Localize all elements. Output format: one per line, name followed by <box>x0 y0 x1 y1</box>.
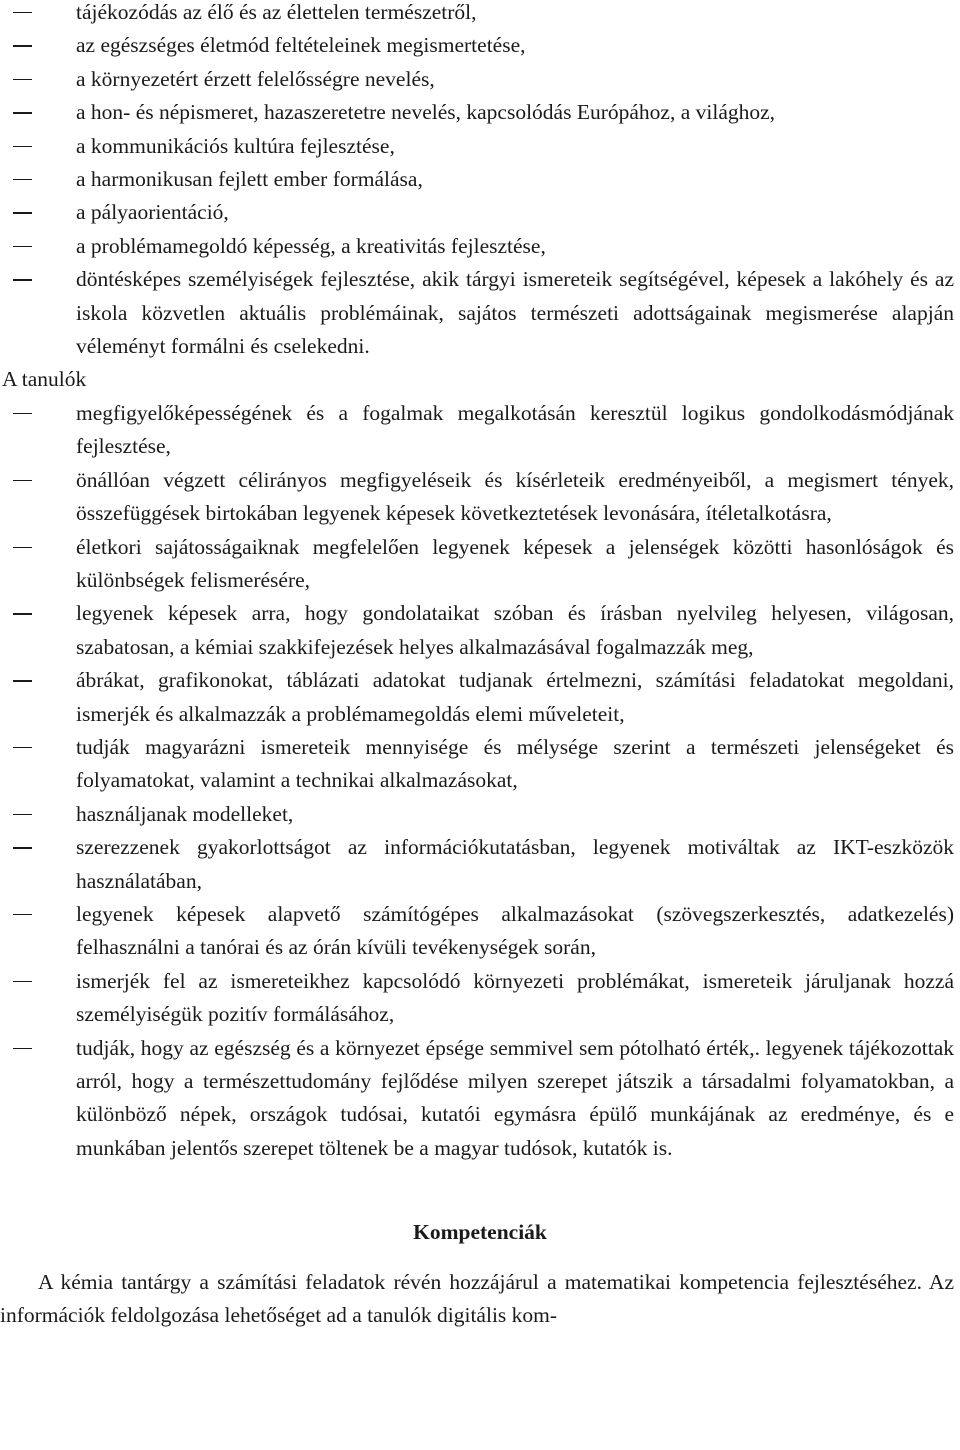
list-item-text: a környezetért érzett felelősségre nevelés, <box>76 66 435 91</box>
list-item-text: a pályaorientáció, <box>76 200 229 225</box>
list-item <box>0 798 960 831</box>
dash-bullet <box>13 146 32 147</box>
list-item <box>0 0 960 29</box>
dash-bullet <box>13 547 32 548</box>
list-item <box>0 597 960 664</box>
list-item <box>0 196 960 229</box>
list-item-text: a problémamegoldó képesség, a kreativitás fejlesztése, <box>76 233 546 258</box>
list-item <box>0 831 960 898</box>
dash-bullet <box>13 79 32 80</box>
list-item <box>0 263 960 363</box>
list-item-text: a kommunikációs kultúra fejlesztése, <box>76 133 395 158</box>
list-item <box>0 965 960 1032</box>
dash-bullet <box>13 1048 32 1049</box>
dash-bullet <box>13 613 32 614</box>
students-goals-list <box>0 397 960 1165</box>
list-item-text: az egészséges életmód feltételeinek megismertetése, <box>76 33 526 58</box>
dash-bullet <box>13 413 32 414</box>
dash-bullet <box>13 45 32 46</box>
list-item <box>0 664 960 731</box>
list-item-text: használjanak modelleket, <box>76 801 294 826</box>
list-item-text: tudják magyarázni ismereteik mennyisége és mélysége szerint a természeti jelenségeket és folyamatokat, valamint a technikai alkalmazásokat, <box>76 734 954 793</box>
list-item <box>0 731 960 798</box>
list-item-text: életkori sajátosságaiknak megfelelően legyenek képesek a jelenségek közötti hasonlóságok és különbségek felismerésére, <box>76 534 954 592</box>
list-item <box>0 63 960 96</box>
list-item-text: tájékozódás az élő és az élettelen természetről, <box>76 0 477 24</box>
dash-bullet <box>13 680 32 681</box>
section-heading: Kompetenciák <box>413 1220 547 1245</box>
dash-bullet <box>13 246 32 247</box>
list-item <box>0 163 960 196</box>
list-item <box>0 230 960 263</box>
list-item <box>0 464 960 531</box>
list-item-text: a harmonikusan fejlett ember formálása, <box>76 167 423 192</box>
list-item-text: ismerjék fel az ismereteikhez kapcsolódó környezeti problémákat, ismereteik járuljanak hozzá személyiségük pozitív formálásához, <box>76 968 954 1027</box>
dash-bullet <box>13 847 32 848</box>
list-item <box>0 531 960 598</box>
dash-bullet <box>13 279 32 280</box>
dash-bullet <box>13 981 32 982</box>
dash-bullet <box>13 914 32 915</box>
list-item-text: szerezzenek gyakorlottságot az információkutatásban, legyenek motiváltak az IKT-eszközök használatában, <box>76 835 954 893</box>
body-paragraph: A kémia tantárgy a számítási feladatok révén hozzájárul a matematikai kompetencia fejlesztéséhez. Az információk feldolgozása lehetőséget ad a tanulók digitális kom- <box>0 1269 954 1328</box>
list-item <box>0 29 960 62</box>
students-label: A tanulók <box>2 367 87 392</box>
list-item-text: legyenek képesek alapvető számítógépes alkalmazásokat (szövegszerkesztés, adatkezelés) felhasználni a tanórai és az órán kívüli tevékenységek során, <box>76 901 954 960</box>
dash-bullet <box>13 747 32 748</box>
goals-list <box>0 0 960 363</box>
section-gap <box>0 1165 960 1216</box>
dash-bullet <box>13 12 32 13</box>
list-item <box>0 397 960 464</box>
list-item <box>0 96 960 129</box>
list-item-text: megfigyelőképességének és a fogalmak megalkotásán keresztül logikus gondolkodásmódjának fejlesztése, <box>76 400 954 459</box>
dash-bullet <box>13 112 32 113</box>
list-item-text: tudják, hogy az egészség és a környezet épsége semmivel sem pótolható érték,. legyenek tájékozottak arról, hogy a természettudomány fejlődése milyen szerepet játszik a társadalmi folyamatokban, a különböző népek, országok tudósai, kutatói egymásra épülő munkájának az eredménye, és e munkában jelentős szerepet töltenek be a magyar tudósok, kutatók is. <box>76 1035 954 1160</box>
list-item <box>0 1032 960 1166</box>
list-item <box>0 898 960 965</box>
list-item-text: döntésképes személyiségek fejlesztése, akik tárgyi ismereteik segítségével, képesek a lakóhely és az iskola közvetlen aktuális problémáinak, sajátos természeti adottságainak megismerése alapján véleményt formálni és cselekedni. <box>76 267 954 359</box>
dash-bullet <box>13 814 32 815</box>
list-item-text: a hon- és népismeret, hazaszeretetre nevelés, kapcsolódás Európához, a világhoz, <box>76 100 776 125</box>
list-item-text: ábrákat, grafikonokat, táblázati adatokat tudjanak értelmezni, számítási feladatokat megoldani, ismerjék és alkalmazzák a problémamegoldás elemi műveleteit, <box>76 668 954 726</box>
dash-bullet <box>13 179 32 180</box>
dash-bullet <box>13 212 32 213</box>
list-item-text: legyenek képesek arra, hogy gondolataikat szóban és írásban nyelvileg helyesen, világosan, szabatosan, a kémiai szakkifejezések helyes alkalmazásával fogalmazzák meg, <box>76 601 954 659</box>
heading-gap <box>0 1250 960 1266</box>
list-item-text: önállóan végzett célirányos megfigyeléseik és kísérleteik eredményeiből, a megismert tények, összefüggések birtokában legyenek képesek következtetések levonására, ítéletalkotásra, <box>76 467 954 526</box>
dash-bullet <box>13 480 32 481</box>
list-item <box>0 130 960 163</box>
